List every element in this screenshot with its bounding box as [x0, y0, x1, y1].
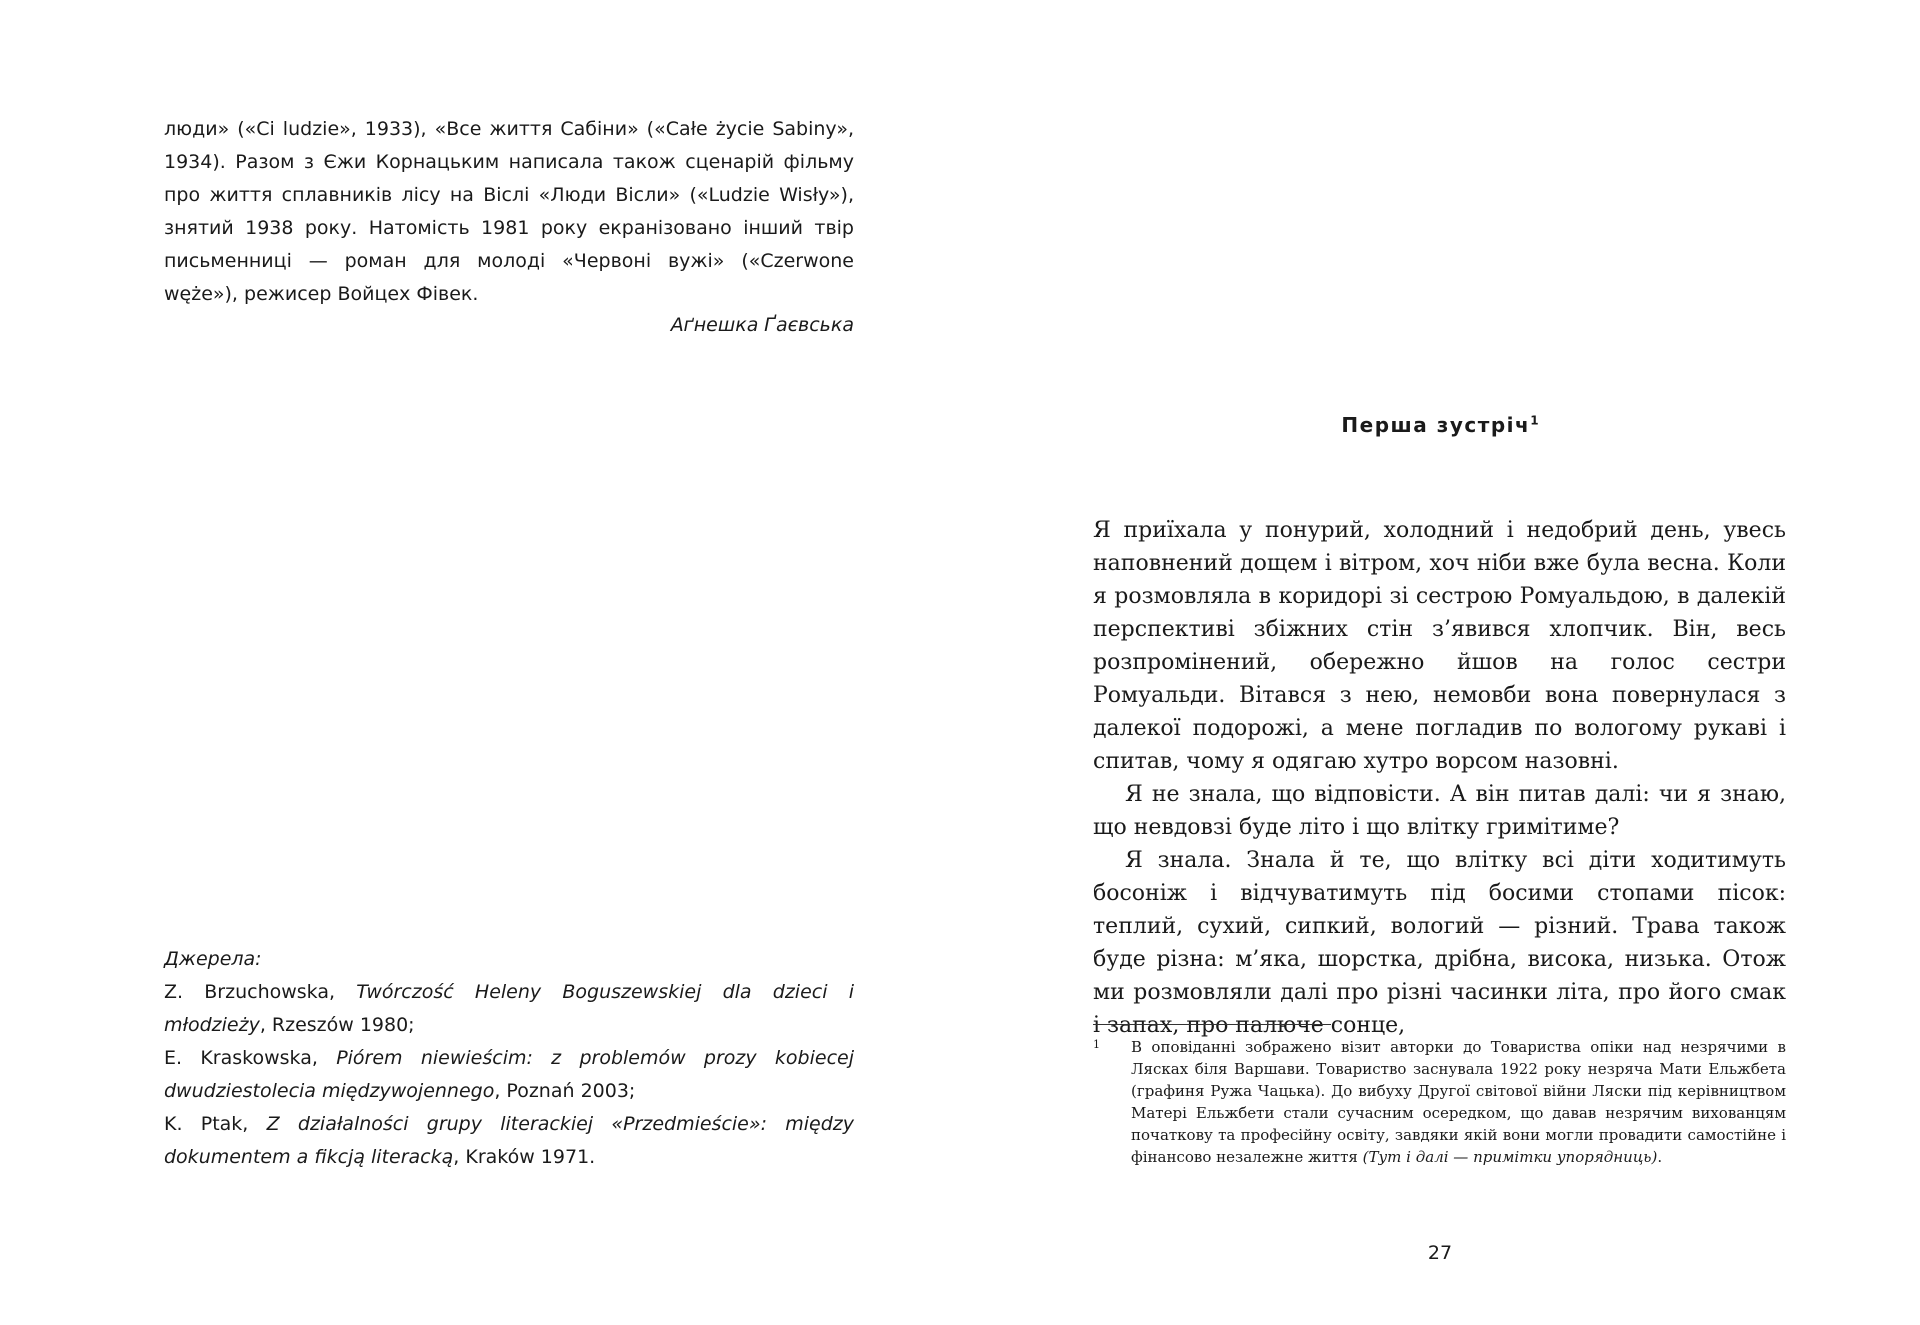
footnote	[1093, 1036, 1786, 1168]
source-rest: , Rzeszów 1980;	[259, 1014, 415, 1036]
sources-heading: Джерела:	[164, 948, 262, 970]
source-rest: , Kraków 1971.	[453, 1146, 596, 1168]
intro-paragraph: люди» («Ci ludzie», 1933), «Все життя Сабіни» («Całe życie Sabiny», 1934). Разом з Єжи Корнацьким написала також сценарій фільму про життя сплавників лісу на Віслі «Люди Вісли» («Ludzie Wisły»), знятий 1938 року. Натомість 1981 року екранізовано інший твір письменниці — роман для молоді «Червоні вужі» («Czerwone węże»), режисер Войцех Фівек.	[164, 118, 854, 305]
source-title: Twórczość Heleny Boguszewskiej dla dzieci i młodzieży	[164, 981, 854, 1036]
footnote-text	[1131, 1036, 1786, 1168]
story-text	[1093, 514, 1786, 1042]
author-signature: Аґнешка Ґаєвська	[670, 314, 854, 336]
source-item	[164, 976, 854, 1042]
paragraph: Я знала. Знала й те, що влітку всі діти ходитимуть босоніж і відчуватимуть під босими стопами пісок: теплий, сухий, сипкий, вологий — різний. Трава також буде різна: м’яка, шорстка, дрібна, висока, низька. Отож ми розмовляли далі про різні часинки літа, про його смак і запах, про палюче сонце,	[1093, 848, 1786, 1038]
paragraph: Я не знала, що відповісти. А він питав далі: чи я знаю, що невдовзі буде літо і що влітку гримітиме?	[1093, 782, 1786, 840]
footnote-body: В оповіданні зображено візит авторки до Товариства опіки над незрячими в Лясках біля Варшави. Товариство заснувала 1922 року незряча Мати Ельжбета (графиня Ружа Чацька). До вибуху Другої світової війни Ляски під керівництвом Матері Ельжбети стали сучасним осередком, що давав незрячим вихованцям початкову та професійну освіту, завдяки якій вони могли провадити самостійне і фінансово незалежне життя	[1131, 1038, 1786, 1166]
intro-text	[164, 113, 854, 311]
source-item	[164, 1108, 854, 1174]
sources-list	[164, 943, 854, 1174]
footnote-note: (Тут і далі — примітки упорядниць)	[1362, 1148, 1658, 1166]
source-author: Z. Brzuchowska,	[164, 981, 357, 1003]
source-title: Piórem niewieścim: z problemów prozy kobiecej dwudziestolecia międzywojennego	[164, 1047, 855, 1102]
page-number: 27	[1427, 1242, 1453, 1264]
footnote-reference[interactable]: 1	[1530, 413, 1539, 428]
chapter-title	[960, 413, 1920, 437]
chapter-title-text: Перша зустріч	[1341, 413, 1531, 437]
source-item	[164, 1042, 854, 1108]
right-page	[960, 0, 1920, 1325]
paragraph: Я приїхала у понурий, холодний і недобрий день, увесь наповнений дощем і вітром, хоч ніби вже була весна. Коли я розмовляла в коридорі зі сестрою Ромуальдою, в далекій перспективі збіжних стін з’явився хлопчик. Він, весь розпромінений, обережно йшов на голос сестри Ромуальди. Вітався з нею, немовби вона повернулася з далекої подорожі, а мене погладив по вологому рукаві і спитав, чому я одягаю хутро ворсом назовні.	[1093, 518, 1786, 774]
source-author: K. Ptak,	[164, 1113, 267, 1135]
source-title: Z działalności grupy literackiej «Przedmieście»: między dokumentem a fikcją literacką	[164, 1113, 854, 1168]
footnote-end: .	[1657, 1148, 1663, 1166]
source-author: E. Kraskowska,	[164, 1047, 337, 1069]
source-rest: , Poznań 2003;	[494, 1080, 636, 1102]
footnote-mark: 1	[1093, 1038, 1100, 1051]
footnote-divider	[1093, 1024, 1331, 1025]
